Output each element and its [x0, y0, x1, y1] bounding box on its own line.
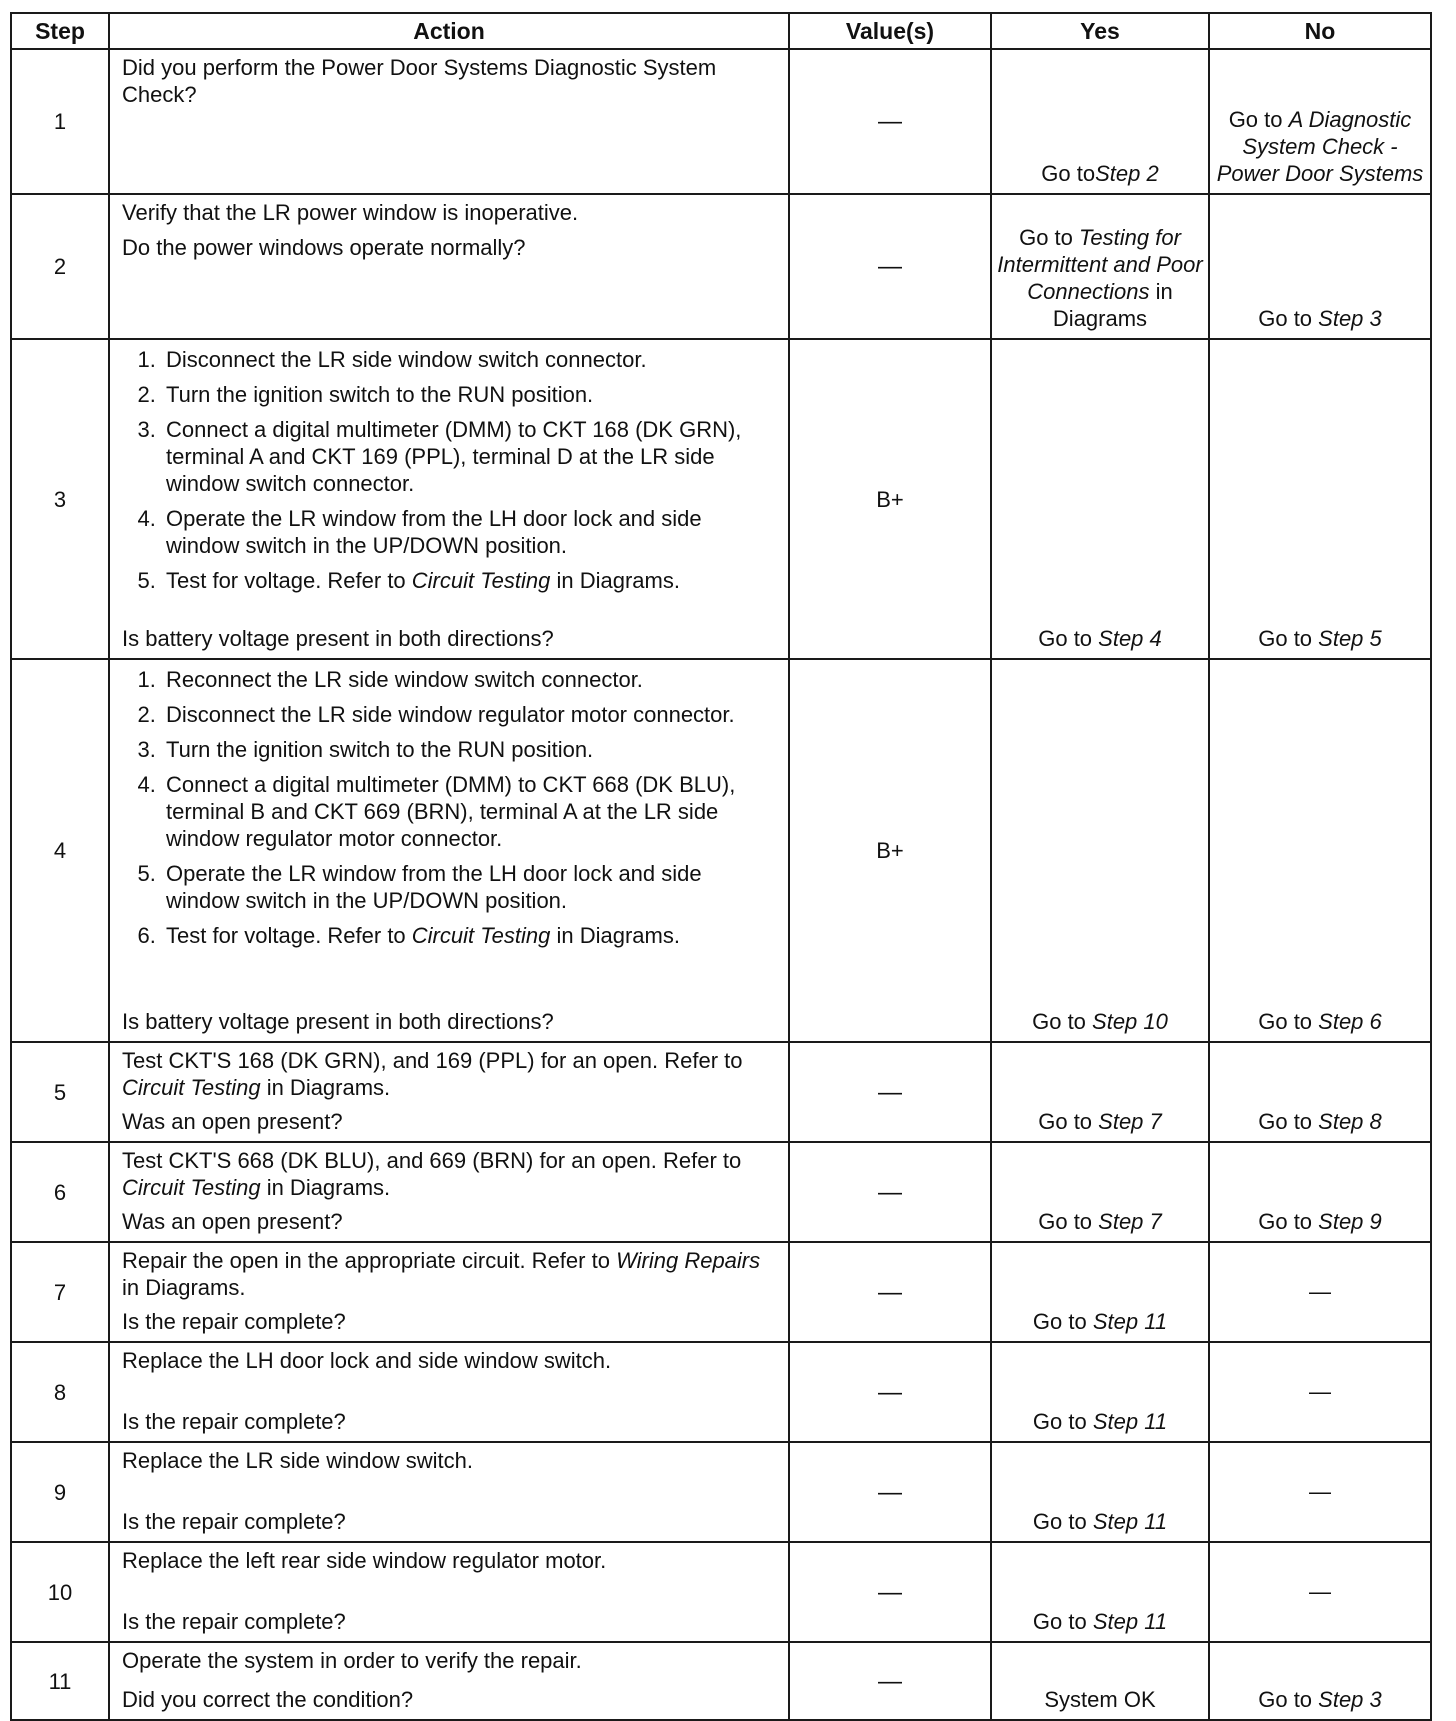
action-step-item — [162, 567, 776, 594]
text-pre: Go to — [1258, 626, 1319, 651]
text: Connect a digital multimeter (DMM) to CKT 168 (DK GRN), terminal A and CKT 169 (PPL), terminal D at the LR side window switch connector. — [166, 417, 742, 496]
text-post: in Diagrams. — [260, 1175, 391, 1200]
action-steps-list — [122, 346, 776, 594]
text-pre: Go to — [1258, 1209, 1319, 1234]
action-paragraph — [122, 1447, 776, 1474]
reference-link: Step 11 — [1092, 1609, 1168, 1634]
action-cell — [109, 194, 789, 339]
reference-link: Step 3 — [1318, 306, 1382, 331]
reference-link: Step 5 — [1318, 626, 1382, 651]
text: Turn the ignition switch to the RUN position. — [166, 737, 594, 762]
action-content — [110, 50, 788, 193]
text-post: in Diagrams — [1052, 279, 1173, 331]
action-paragraph — [122, 1347, 776, 1374]
reference-link: Step 6 — [1318, 1009, 1382, 1034]
action-step-item — [162, 666, 776, 693]
reference-link: A Diagnostic System Check - Power Door Systems — [1216, 107, 1424, 186]
text: Operate the LR window from the LH door lock and side window switch in the UP/DOWN position. — [166, 861, 702, 913]
text-pre: Repair the open in the appropriate circuit. Refer to — [122, 1248, 617, 1273]
table-row — [11, 1642, 1431, 1720]
text-pre: — — [1309, 1378, 1331, 1404]
no-cell — [1209, 1442, 1431, 1542]
action-cell — [109, 1442, 789, 1542]
value-text: B+ — [876, 486, 904, 512]
text: Turn the ignition switch to the RUN position. — [166, 382, 594, 407]
text-pre: Go to — [1032, 1309, 1093, 1334]
text-pre: Go to — [1258, 1109, 1319, 1134]
value-cell — [789, 1142, 991, 1242]
text-pre: — — [1309, 1578, 1331, 1604]
text: Connect a digital multimeter (DMM) to CKT 668 (DK BLU), terminal B and CKT 669 (BRN), terminal A at the LR side window regulator motor connector. — [166, 772, 736, 851]
text-pre: Go to — [1032, 1609, 1093, 1634]
yes-cell — [991, 194, 1209, 339]
reference-link: Step 7 — [1098, 1109, 1162, 1134]
yes-cell — [991, 1042, 1209, 1142]
table-row — [11, 49, 1431, 194]
yes-cell — [991, 659, 1209, 1042]
table-row — [11, 339, 1431, 659]
action-step-item — [162, 505, 776, 559]
action-cell — [109, 1642, 789, 1720]
action-instructions — [122, 344, 776, 602]
reference-link: Step 3 — [1318, 1687, 1382, 1712]
step-number: 1 — [11, 49, 109, 194]
action-cell — [109, 1542, 789, 1642]
text-pre: Go to — [1032, 1509, 1093, 1534]
action-question: Is the repair complete? — [122, 1609, 346, 1634]
reference-link: Testing for Intermittent and Poor Connections — [997, 225, 1203, 304]
yes-cell — [991, 1142, 1209, 1242]
no-cell — [1209, 659, 1431, 1042]
text-pre: Go to — [1038, 1109, 1099, 1134]
text-pre: Go to — [1032, 1409, 1093, 1434]
text-pre: Test CKT'S 168 (DK GRN), and 169 (PPL) for an open. Refer to — [122, 1048, 743, 1073]
reference-link: Circuit Testing — [411, 568, 551, 593]
text-pre: Go to — [1258, 306, 1319, 331]
value-cell — [789, 1242, 991, 1342]
action-question: Is the repair complete? — [122, 1509, 346, 1534]
action-step-item — [162, 701, 776, 728]
no-cell — [1209, 1542, 1431, 1642]
text-post: in Diagrams. — [122, 1275, 246, 1300]
action-content — [110, 1043, 788, 1141]
action-instructions — [122, 664, 776, 957]
reference-link: Circuit Testing — [122, 1075, 261, 1100]
action-step-item — [162, 416, 776, 497]
value-text: — — [878, 1378, 902, 1406]
action-instructions — [122, 1647, 776, 1674]
text-pre: Go to — [1258, 1687, 1319, 1712]
text-pre: Go to — [1258, 1009, 1319, 1034]
action-paragraph — [122, 1047, 776, 1101]
action-content — [110, 660, 788, 1041]
no-cell — [1209, 1242, 1431, 1342]
action-step-item — [162, 771, 776, 852]
value-cell — [789, 1542, 991, 1642]
value-text: — — [878, 1578, 902, 1606]
action-step-item — [162, 860, 776, 914]
header-yes: Yes — [991, 13, 1209, 49]
text-pre: System OK — [1044, 1687, 1156, 1712]
value-cell — [789, 1342, 991, 1442]
action-instructions — [122, 1447, 776, 1474]
action-cell — [109, 1142, 789, 1242]
value-text: — — [878, 1478, 902, 1506]
yes-cell — [991, 1342, 1209, 1442]
text: Reconnect the LR side window switch connector. — [166, 667, 643, 692]
value-cell — [789, 1442, 991, 1542]
text-pre: — — [1309, 1478, 1331, 1504]
value-text: — — [878, 253, 902, 280]
action-instructions — [122, 1247, 776, 1301]
header-no: No — [1209, 13, 1431, 49]
reference-link: Wiring Repairs — [616, 1248, 761, 1273]
step-number: 3 — [11, 339, 109, 659]
text-pre: Go to — [1041, 161, 1096, 186]
action-content — [110, 195, 788, 338]
text: Operate the LR window from the LH door lock and side window switch in the UP/DOWN position. — [166, 506, 702, 558]
table-row — [11, 659, 1431, 1042]
table-row — [11, 1342, 1431, 1442]
no-cell — [1209, 1642, 1431, 1720]
step-number: 5 — [11, 1042, 109, 1142]
action-question: Did you correct the condition? — [122, 1687, 414, 1712]
action-paragraph — [122, 1147, 776, 1201]
value-cell — [789, 1642, 991, 1720]
text: Disconnect the LR side window regulator motor connector. — [166, 702, 735, 727]
text-pre: Test for voltage. Refer to — [166, 923, 412, 948]
header-action: Action — [109, 13, 789, 49]
action-paragraph — [122, 1547, 776, 1574]
no-cell — [1209, 1142, 1431, 1242]
text-pre: Go to — [1032, 1009, 1093, 1034]
action-instructions — [122, 199, 776, 261]
reference-link: Step 8 — [1318, 1109, 1382, 1134]
action-cell — [109, 49, 789, 194]
action-content — [110, 1443, 788, 1541]
header-step: Step — [11, 13, 109, 49]
value-text: — — [878, 1178, 902, 1206]
no-cell — [1209, 1042, 1431, 1142]
action-paragraph — [122, 1647, 776, 1674]
action-question: Is the repair complete? — [122, 1309, 346, 1334]
action-content — [110, 1343, 788, 1441]
reference-link: Step 10 — [1092, 1009, 1168, 1034]
action-instructions — [122, 54, 776, 108]
no-cell — [1209, 1342, 1431, 1442]
no-cell — [1209, 339, 1431, 659]
action-cell — [109, 1042, 789, 1142]
action-paragraph — [122, 199, 776, 226]
yes-cell — [991, 1542, 1209, 1642]
text-pre: Go to — [1038, 1209, 1099, 1234]
action-instructions — [122, 1347, 776, 1374]
table-row — [11, 194, 1431, 339]
step-number: 8 — [11, 1342, 109, 1442]
text-pre: Go to — [1038, 626, 1099, 651]
step-number: 7 — [11, 1242, 109, 1342]
text: Replace the left rear side window regulator motor. — [122, 1548, 607, 1573]
table-row — [11, 1042, 1431, 1142]
value-cell — [789, 49, 991, 194]
value-text: B+ — [876, 838, 904, 863]
action-step-item — [162, 346, 776, 373]
step-number: 9 — [11, 1442, 109, 1542]
yes-cell — [991, 49, 1209, 194]
action-steps-list — [122, 666, 776, 949]
table-header-row — [11, 13, 1431, 49]
reference-link: Circuit Testing — [122, 1175, 261, 1200]
reference-link: Step 11 — [1092, 1309, 1168, 1334]
value-cell — [789, 339, 991, 659]
reference-link: Circuit Testing — [411, 923, 551, 948]
action-question: Was an open present? — [122, 1109, 343, 1134]
value-text: — — [878, 1667, 902, 1695]
action-content — [110, 1143, 788, 1241]
text: Operate the system in order to verify the repair. — [122, 1648, 582, 1673]
text-pre: Test CKT'S 668 (DK BLU), and 669 (BRN) for an open. Refer to — [122, 1148, 742, 1173]
action-cell — [109, 1242, 789, 1342]
value-text: — — [878, 108, 902, 135]
value-cell — [789, 659, 991, 1042]
reference-link: Step 4 — [1098, 626, 1162, 651]
yes-cell — [991, 1642, 1209, 1720]
value-text: — — [878, 1078, 902, 1106]
reference-link: Step 11 — [1092, 1509, 1168, 1534]
text-post: in Diagrams. — [550, 568, 680, 593]
text: Did you perform the Power Door Systems Diagnostic System Check? — [122, 55, 717, 107]
reference-link: Step 11 — [1092, 1409, 1168, 1434]
diagnostic-table — [10, 12, 1432, 1721]
action-content — [110, 1643, 788, 1719]
no-cell — [1209, 49, 1431, 194]
text: Replace the LH door lock and side window switch. — [122, 1348, 612, 1373]
step-number: 6 — [11, 1142, 109, 1242]
action-content — [110, 340, 788, 658]
value-text: — — [878, 1278, 902, 1306]
text-pre: Test for voltage. Refer to — [166, 568, 412, 593]
text-post: in Diagrams. — [550, 923, 680, 948]
action-cell — [109, 339, 789, 659]
text-pre: Go to — [1228, 107, 1289, 132]
action-cell — [109, 1342, 789, 1442]
action-question: Is the repair complete? — [122, 1409, 346, 1434]
action-instructions — [122, 1547, 776, 1574]
step-number: 10 — [11, 1542, 109, 1642]
step-number: 2 — [11, 194, 109, 339]
yes-cell — [991, 1242, 1209, 1342]
no-cell — [1209, 194, 1431, 339]
table-row — [11, 1542, 1431, 1642]
table-row — [11, 1442, 1431, 1542]
yes-cell — [991, 1442, 1209, 1542]
action-question: Is battery voltage present in both directions? — [122, 1009, 554, 1034]
text: Disconnect the LR side window switch connector. — [166, 347, 647, 372]
action-step-item — [162, 736, 776, 763]
action-step-item — [162, 381, 776, 408]
action-instructions — [122, 1147, 776, 1201]
action-question: Was an open present? — [122, 1209, 343, 1234]
action-instructions — [122, 1047, 776, 1101]
value-cell — [789, 1042, 991, 1142]
text: Verify that the LR power window is inoperative. — [122, 200, 579, 225]
value-cell — [789, 194, 991, 339]
step-number: 4 — [11, 659, 109, 1042]
text-post: in Diagrams. — [260, 1075, 391, 1100]
step-number: 11 — [11, 1642, 109, 1720]
action-step-item — [162, 922, 776, 949]
action-paragraph — [122, 1247, 776, 1301]
text-pre: Go to — [1019, 225, 1079, 250]
yes-cell — [991, 339, 1209, 659]
action-question: Is battery voltage present in both directions? — [122, 626, 554, 651]
reference-link: Step 9 — [1318, 1209, 1382, 1234]
header-values: Value(s) — [789, 13, 991, 49]
action-cell — [109, 659, 789, 1042]
reference-link: Step 2 — [1095, 161, 1159, 186]
table-row — [11, 1142, 1431, 1242]
action-paragraph — [122, 234, 776, 261]
action-paragraph — [122, 54, 776, 108]
text: Do the power windows operate normally? — [122, 235, 526, 260]
reference-link: Step 7 — [1098, 1209, 1162, 1234]
action-content — [110, 1543, 788, 1641]
action-content — [110, 1243, 788, 1341]
table-row — [11, 1242, 1431, 1342]
text-pre: — — [1309, 1278, 1331, 1304]
text: Replace the LR side window switch. — [122, 1448, 473, 1473]
